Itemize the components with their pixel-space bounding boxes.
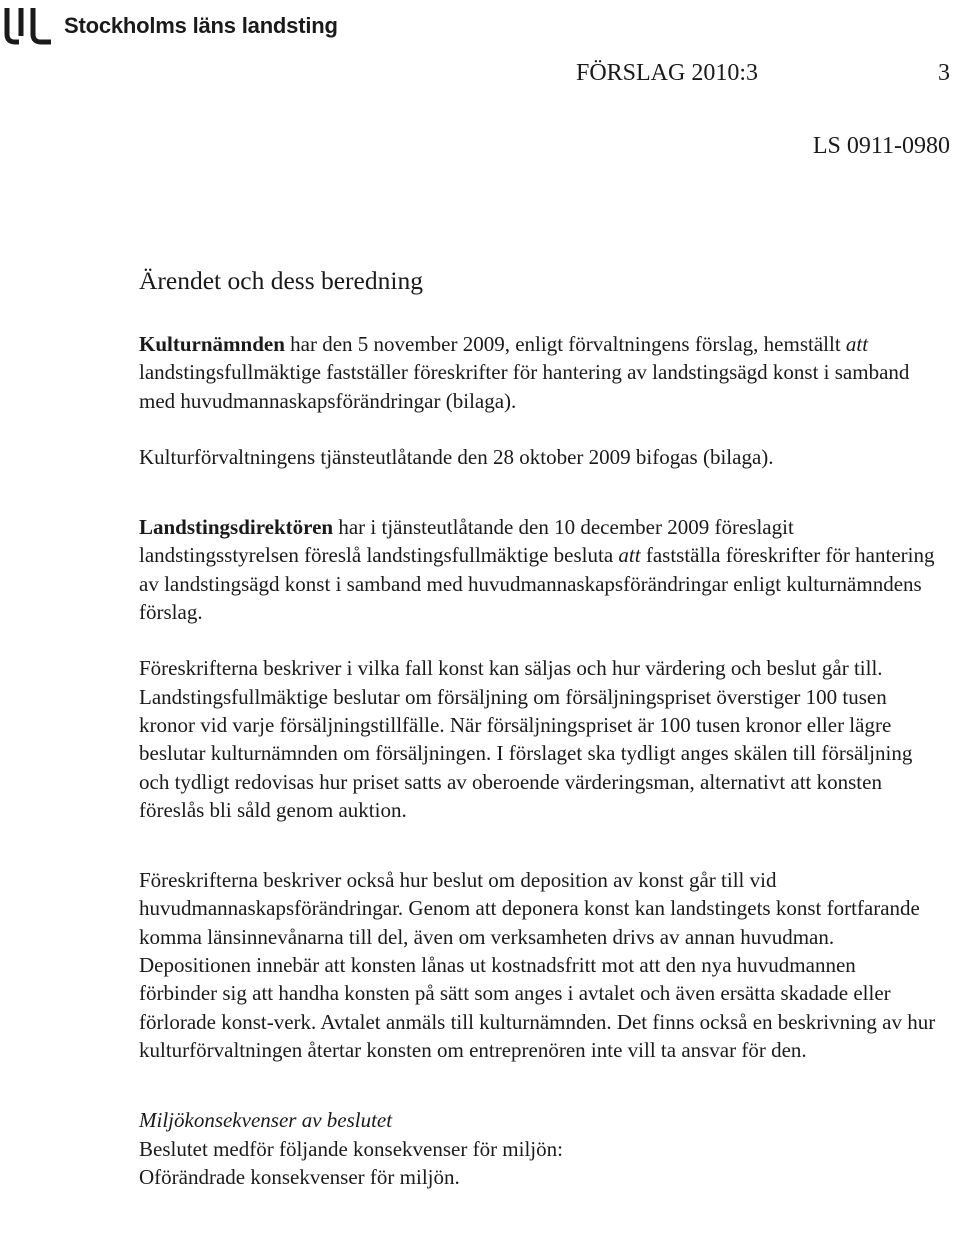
paragraph-landstingsdirektoren [139,513,939,626]
page-number: 3 [938,60,950,86]
paragraph-kulturnamnden [139,330,939,415]
organization-name: Stockholms läns landsting [64,13,338,38]
document-body [139,264,939,1191]
text-span: har den 5 november 2009, enligt förvaltningens förslag, hemställt [284,332,846,356]
paragraph-foreskrifter-deposition: Föreskrifterna beskriver också hur beslut om deposition av konst går till vid huvudmannaskapsförändringar. Genom att deponera konst kan landstingets konst fortfarande komma länsinnevånarna till del, även om verksamheten drivs av annan huvudman. Depositionen innebär att konsten lånas ut kostnadsfritt mot att den nya huvudmannen förbinder sig att handha konsten på sätt som anges i avtalet och även ersätta skadade eller förlorade konst-verk. Avtalet anmäls till kulturnämnden. Det finns också en beskrivning av hur kulturförvaltningen återtar konsten om entreprenören inte vill ta ansvar för den. [139,868,936,1062]
text-span: fastställa föreskrifter för hantering av landstingsägd konst i samband med huvudmannaskapsförändringar enligt kulturnämndens förslag. [139,543,935,625]
document-label-row [576,60,950,87]
environment-line: Beslutet medför följande konsekvenser för miljön: [139,1136,563,1161]
paragraph-bilaga: Kulturförvaltningens tjänsteutlåtande den 28 oktober 2009 bifogas (bilaga). [139,444,774,469]
environment-heading [139,1106,939,1134]
organization-logo [4,6,338,46]
environment-section [139,1106,939,1191]
environment-line: Oförändrade konsekvenser för miljön. [139,1164,460,1189]
italic-term: att [618,543,641,568]
paragraph-foreskrifter-forsaljning: Föreskrifterna beskriver i vilka fall konst kan säljas och hur värdering och beslut går till. Landstingsfullmäktige beslutar om försäljning om försäljningspriset överstiger 100 tusen kronor vid varje försäljningstillfälle. När försäljningspriset är 100 tusen kronor eller lägre beslutar kulturnämnden om försäljningen. I förslaget ska tydligt anges skälen till försäljning och tydligt redovisas hur priset satts av oberoende värderingsman, alternativt att konsten föreslås bli såld genom auktion. [139,656,913,822]
document-number: FÖRSLAG 2010:3 [575,60,758,86]
bold-term: Landstingsdirektören [139,515,334,540]
italic-heading: Miljökonsekvenser av beslutet [139,1108,393,1133]
section-heading: Ärendet och dess beredning [139,266,423,295]
text-span: har i tjänsteutlåtande den 10 december 2009 föreslagit landstingsstyrelsen föreslå landstingsfullmäktige besluta [139,515,794,568]
text-span: landstingsfullmäktige fastställer föreskrifter för hantering av landstingsägd konst i samband med huvudmannaskapsförändringar (bilaga). [139,360,910,413]
sll-logo-icon [4,6,54,46]
bold-term: Kulturnämnden [139,332,285,356]
italic-term: att [845,332,869,356]
reference-number: LS 0911-0980 [812,133,950,159]
